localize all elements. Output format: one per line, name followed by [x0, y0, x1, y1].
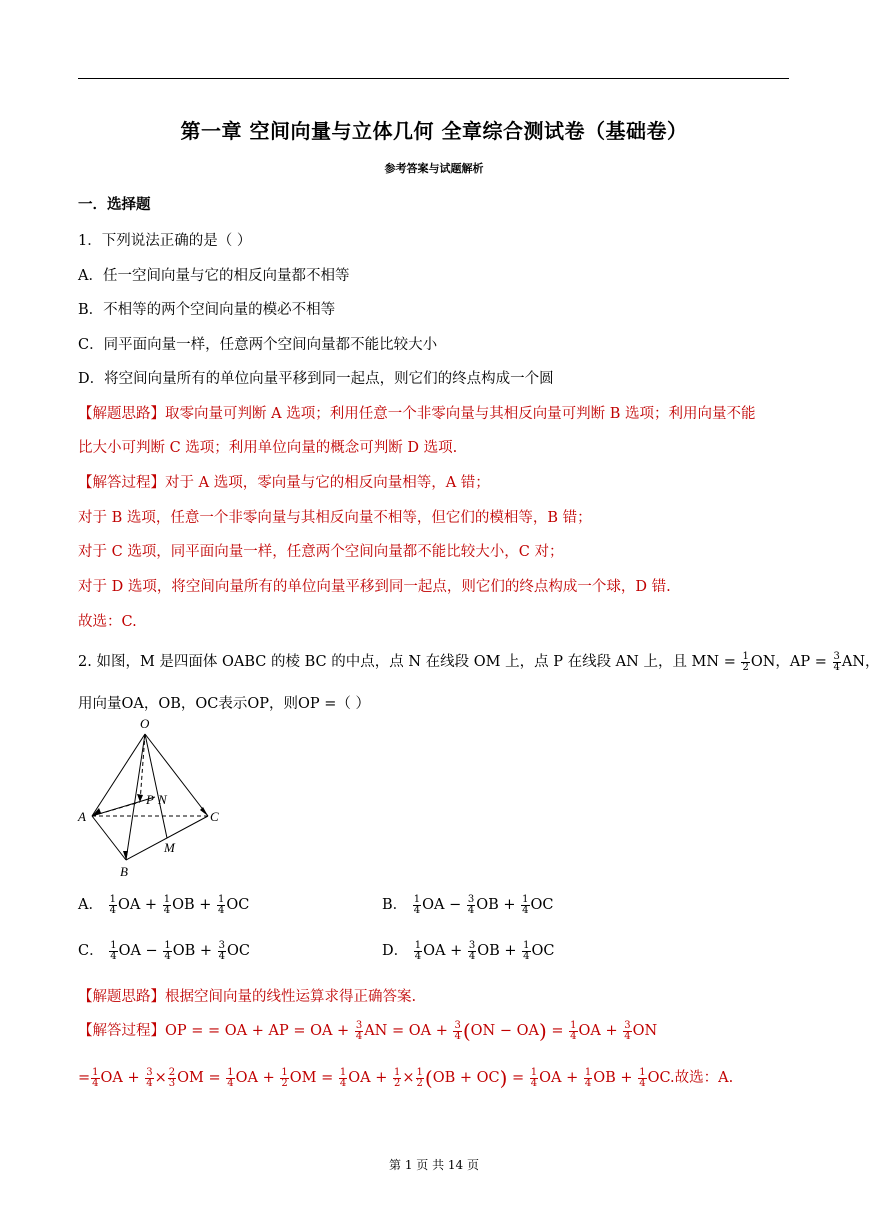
q2-stem-b: ON，AP =	[750, 654, 827, 670]
q2-idea-tag: 【解题思路】	[78, 989, 165, 1005]
label-b: B	[120, 864, 128, 879]
fraction: $\frac{3}{4}$	[833, 650, 840, 673]
header-rule	[78, 78, 789, 79]
q1-option-c: C．同平面向量一样，任意两个空间向量都不能比较大小	[78, 337, 438, 353]
q2-proc-tag: 【解答过程】	[78, 1023, 165, 1039]
q1-option-a: A．任一空间向量与它的相反向量都不相等	[78, 268, 350, 284]
q1-idea-line1	[78, 402, 756, 423]
edge-ob	[126, 734, 145, 860]
q2-proc-line2: = $\frac{1}{4}$ OA + $\frac{3}{4}$ × $\frac{2}{3}$ OM = $\frac{1}{4}$ OA + $\frac{1}{2}$ OM = $\frac{1}{4}$ OA + $\frac{1}{2}$ × $\frac{1}{2}$ (OB + OC) = $\frac{1}{4}$ OA + $\frac{1}{4}$ OB + $\frac{1}{4}$ OC.故选：A.	[78, 1066, 734, 1090]
edge-oa	[92, 734, 145, 816]
q2-option-c: C． $\frac{1}{4}$ OA − $\frac{1}{4}$ OB + $\frac{3}{4}$ OC	[78, 939, 250, 962]
page-footer: 第 1 页 共 14 页	[389, 1158, 479, 1172]
q1-option-b: B．不相等的两个空间向量的模必不相等	[78, 302, 336, 318]
q2-idea-text: 根据空间向量的线性运算求得正确答案.	[165, 989, 417, 1005]
page-title: 第一章 空间向量与立体几何 全章综合测试卷（基础卷）	[180, 119, 688, 143]
option-letter: A．	[78, 897, 103, 913]
option-letter: C．	[78, 943, 104, 959]
tetrahedron-figure	[72, 712, 232, 882]
q1-proc-text: 对于 A 选项，零向量与它的相反向量相等，A 错；	[165, 475, 490, 491]
label-c: C	[210, 809, 219, 824]
q1-stem: 1．下列说法正确的是（ ）	[78, 233, 252, 249]
q1-option-d: D．将空间向量所有的单位向量平移到同一起点，则它们的终点构成一个圆	[78, 371, 554, 387]
label-n: N	[158, 792, 167, 807]
segment-op	[140, 734, 145, 802]
section-heading: 一．选择题	[78, 196, 151, 213]
q2-stem-c: AN，	[841, 654, 880, 670]
label-o: O	[140, 716, 150, 731]
q2-option-b: B． $\frac{1}{4}$ OA − $\frac{3}{4}$ OB + $\frac{1}{4}$ OC	[382, 893, 554, 916]
q1-proc-tag: 【解答过程】	[78, 475, 165, 491]
q1-proc-line1	[78, 471, 490, 492]
segment-om	[145, 734, 167, 838]
q2-proc-line1: 【解答过程】OP = = OA + AP = OA + $\frac{3}{4}$ AN = OA + $\frac{3}{4}$ (ON − OA) = $\frac{1}{4}$ OA + $\frac{3}{4}$ ON	[78, 1019, 658, 1043]
q1-answer: 故选：C.	[78, 614, 137, 630]
q2-option-a: A． $\frac{1}{4}$ OA + $\frac{1}{4}$ OB + $\frac{1}{4}$ OC	[78, 893, 250, 916]
q2-stem-a: 2. 如图，M 是四面体 OABC 的棱 BC 的中点，点 N 在线段 OM 上，点 P 在线段 AN 上，且 MN =	[78, 654, 736, 670]
q2-idea	[78, 985, 416, 1006]
edge-oc	[145, 734, 208, 816]
option-letter: B．	[382, 897, 408, 913]
option-letter: D．	[382, 943, 409, 959]
q1-proc-line4: 对于 D 选项，将空间向量所有的单位向量平移到同一起点，则它们的终点构成一个球，D 错.	[78, 579, 671, 595]
fraction: $\frac{1}{2}$	[742, 650, 749, 673]
q2-stem-line1	[78, 650, 880, 673]
q1-idea-tag: 【解题思路】	[78, 406, 165, 422]
q1-idea-text: 取零向量可判断 A 选项；利用任意一个非零向量与其相反向量可判断 B 选项；利用向量不能	[165, 406, 756, 422]
page-subtitle: 参考答案与试题解析	[384, 162, 484, 175]
label-m: M	[164, 840, 175, 855]
q2-option-d: D． $\frac{1}{4}$ OA + $\frac{3}{4}$ OB + $\frac{1}{4}$ OC	[382, 939, 555, 962]
q1-proc-line2: 对于 B 选项，任意一个非零向量与其相反向量不相等，但它们的模相等，B 错；	[78, 510, 592, 526]
q2-answer: 故选：A.	[674, 1070, 734, 1086]
arrow-c	[200, 807, 208, 816]
q1-proc-line3: 对于 C 选项，同平面向量一样，任意两个空间向量都不能比较大小，C 对；	[78, 544, 564, 560]
label-a: A	[78, 809, 86, 824]
edge-ab	[92, 816, 126, 860]
q1-idea-line2: 比大小可判断 C 选项；利用单位向量的概念可判断 D 选项.	[78, 440, 458, 456]
label-p: P	[146, 792, 154, 807]
q2-stem-line2: 用向量OA，OB，OC表示OP，则OP =（ ）	[78, 696, 371, 712]
